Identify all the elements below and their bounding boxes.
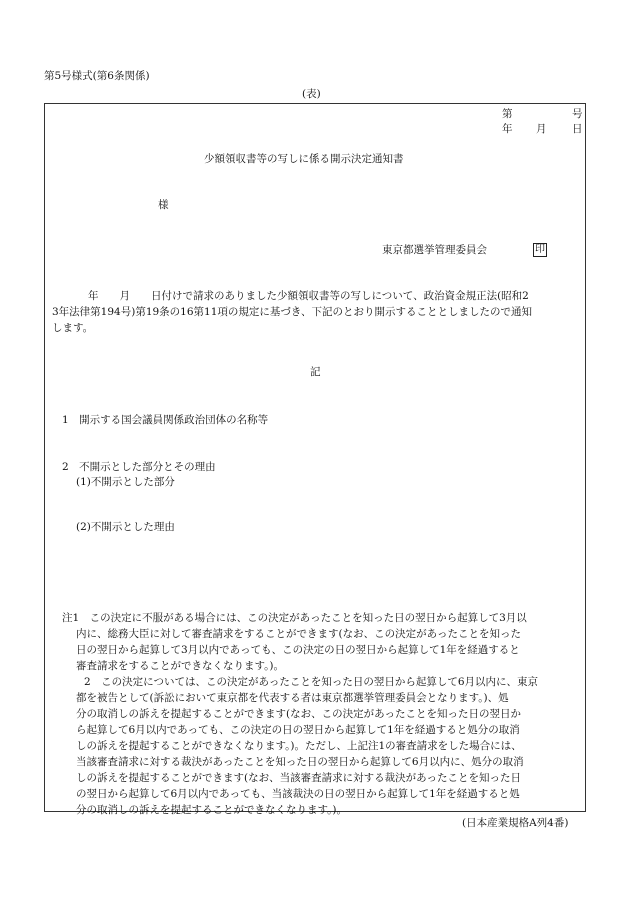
form-number: 第5号様式(第6条関係): [44, 70, 150, 82]
note-2-line-4: ら起算して6月以内であっても、この決定の日の翌日から起算して1年を経過すると処分の取消: [76, 724, 520, 736]
note-1-line-1: 注1 この決定に不服がある場合には、この決定があったことを知った日の翌日から起算して3月以: [62, 612, 527, 624]
note-2-line-5: しの訴えを提起することができなくなります。)。ただし、上記注1の審査請求をした場合には、: [76, 740, 522, 752]
note-2-line-3: 分の取消しの訴えを提起することができます(なお、この決定があったことを知った日の翌日か: [76, 708, 521, 720]
number-prefix: 第: [502, 108, 513, 120]
note-2-line-1: 2 この決定については、この決定があったことを知った日の翌日から起算して6月以内に、東京: [84, 676, 539, 688]
document-title: 少額領収書等の写しに係る開示決定通知書: [204, 153, 404, 165]
note-1-line-3: 日の翌日から起算して3月以内であっても、この決定の日の翌日から起算して1年を経過すると: [76, 644, 520, 656]
note-2-line-2: 都を被告として(訴訟において東京都を代表する者は東京都選挙管理委員会となります。)、処: [76, 692, 509, 704]
item-2-2: (2)不開示とした理由: [76, 521, 175, 533]
note-2-line-6: 当該審査請求に対する裁決があったことを知った日の翌日から起算して6月以内に、処分の取消: [76, 756, 524, 768]
side-label: (表): [302, 88, 321, 100]
addressee-suffix: 様: [158, 199, 169, 211]
paper-size-note: (日本産業規格A列4番): [462, 817, 569, 829]
note-2-line-8: の翌日から起算して6月以内であっても、当該裁決の日の翌日から起算して1年を経過すると処: [76, 788, 520, 800]
ki-heading: 記: [310, 366, 321, 378]
date-month: 月: [536, 123, 547, 135]
note-2-line-9: 分の取消しの訴えを提起することができなくなります。)。: [76, 804, 348, 816]
number-suffix: 号: [572, 108, 583, 120]
body-line-1: 年 月 日付けで請求のありました少額領収書等の写しについて、政治資金規正法(昭和2: [88, 290, 529, 302]
note-1-line-2: 内に、総務大臣に対して審査請求をすることができます(なお、この決定があったことを知った: [76, 628, 521, 640]
note-2-line-7: しの訴えを提起することができます(なお、当該審査請求に対する裁決があったことを知った日: [76, 772, 521, 784]
date-year: 年: [502, 123, 513, 135]
item-2-1: (1)不開示とした部分: [76, 476, 175, 488]
date-day: 日: [572, 123, 583, 135]
note-1-line-4: 審査請求をすることができなくなります。)。: [76, 660, 285, 672]
item-1: 1 開示する国会議員関係政治団体の名称等: [62, 414, 269, 426]
issuer-name: 東京都選挙管理委員会: [382, 244, 487, 256]
seal-box: 印: [535, 244, 545, 255]
item-2: 2 不開示とした部分とその理由: [62, 461, 216, 473]
body-line-2: 3年法律第194号)第19条の16第11項の規定に基づき、下記のとおり開示することとしましたので通知: [52, 306, 532, 318]
body-line-3: します。: [52, 322, 94, 334]
